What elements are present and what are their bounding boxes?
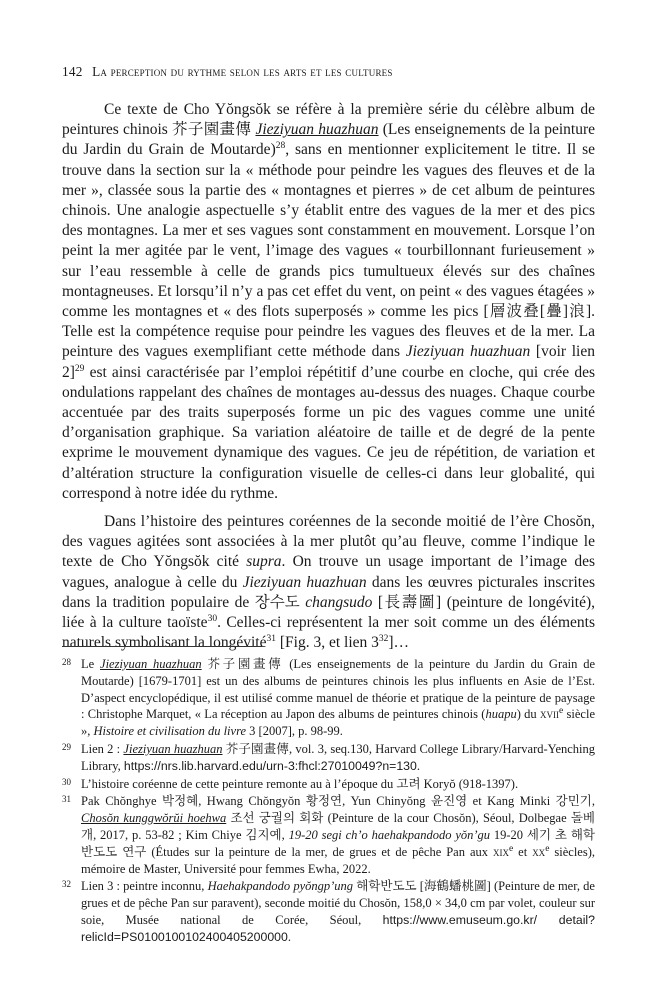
p2-supra: supra xyxy=(246,553,282,571)
footnote-number: 29 xyxy=(62,741,71,752)
fn31-century-20-sup: e xyxy=(545,843,550,854)
footnotes xyxy=(62,656,595,947)
fn31-text-a: Pak Chŏnghye 박정혜, Hwang Chŏngyŏn 황정연, Yun Chinyŏng 윤진영 et Kang Minki 강민기, xyxy=(81,794,595,809)
fn31-text-k: siècles), mémoire de Master, Université pour femmes Ewha, 2022. xyxy=(81,844,595,876)
p2-text-5: dans les œuvres picturales inscrites dans la tradition populaire de 장수도 xyxy=(62,573,595,611)
fn28-text-h: siècle », xyxy=(81,707,595,739)
fn28-journal: Histoire et civilisation du livre xyxy=(93,724,247,739)
paragraph-1 xyxy=(62,100,595,504)
p1-text-4: , sans en mentionner explicitement le titre. Il se trouve dans la section sur la « méthode pour peindre les vagues des fleuves et de la mer », classée sous la partie des « montagnes et pierres » de cet album de peintures chinois. Une analogie aspectuelle s’y établit entre des vagues de la mer et des pics des montagnes. La mer et ses vagues sont constamment en mouvement. Lorsque l’on peint la mer agitée par le vent, l’image des vagues « tourbillonnant furieusement » sur l’eau ressemble à celle de grands pics tumultueux élevés sur des chaînes montagneuses. Et lorsqu’il n’y a pas cet effet du vent, on peint « des vagues étagées » comme les montagnes et « des flots superposés » comme les pics [層波叠[疊]浪]. Telle est la compétence requise pour peindre les vagues des fleuves et de la mer. La peinture des vagues exemplifiant cette méthode dans xyxy=(62,141,595,361)
fn31-title: Chosŏn kunggwŏrŭi hoehwa xyxy=(81,811,227,826)
footnote-number: 30 xyxy=(62,776,71,787)
fn32-link[interactable]: https://www.emuseum.go.kr/ detail?relicId=PS0100100102400405200000 xyxy=(81,912,596,944)
p2-title-jieziyuan: Jieziyuan huazhuan xyxy=(242,573,367,591)
footnote-ref-32[interactable]: 32 xyxy=(378,634,389,645)
running-title: La perception du rythme selon les arts et les cultures xyxy=(92,64,393,79)
main-text xyxy=(62,100,595,653)
fn31-thesis-title: 19-20 segi ch’o haehakpandodo yŏn’gu xyxy=(288,827,491,842)
fn29-title: Jieziyuan huazhuan xyxy=(123,741,223,756)
fn32-title: Haehakpandodo pyŏngp’ung xyxy=(207,879,354,894)
p2-text-1: Dans l’histoire des peintures coréennes de la seconde moitié de l’ère Chosŏn, des vagues agitées sont associées à la mer plutôt qu’au fleuve, comme l’indique le texte de Cho Yŏngsŏk cité xyxy=(62,513,595,571)
footnote-29 xyxy=(62,741,595,775)
p1-text-6: [voir lien 2] xyxy=(62,343,595,381)
p1-title-jieziyuan: Jieziyuan huazhuan xyxy=(255,121,379,139)
fn31-text-c: 조선 궁궐의 회화 (Peinture de la cour Chosŏn), Séoul, Dolbegae 돌베개, 2017, p. 53-82 ; Kim Chiye 김지예, xyxy=(81,811,596,842)
fn29-text-c: 芥子園畫傳, vol. 3, seq.130, Harvard College Library/Harvard-Yenching Library, xyxy=(81,741,596,773)
footnote-28 xyxy=(62,656,595,740)
p1-text-1: Ce texte de Cho Yŏngsŏk se réfère à la première série du célèbre album de peintures chinois 芥子園畫傳 xyxy=(62,101,595,139)
fn32-text-a: Lien 3 : peintre inconnu, xyxy=(81,879,208,894)
fn28-century-sup: e xyxy=(559,706,564,717)
fn28-century: xvii xyxy=(540,707,559,722)
footnote-number: 31 xyxy=(62,794,71,805)
fn28-text-j: 3 [2007], p. 98-99. xyxy=(246,724,343,739)
fn31-text-h: et xyxy=(513,844,533,859)
running-header xyxy=(62,64,602,80)
fn28-title: Jieziyuan huazhuan xyxy=(100,657,202,671)
p1-text-3: (Les enseignements de la peinture du Jardin du Grain de Moutarde) xyxy=(62,121,595,159)
fn29-text-a: Lien 2 : xyxy=(81,741,124,756)
fn29-link[interactable]: https://nrs.lib.harvard.edu/urn-3:fhcl:27010049?n=130 xyxy=(123,758,417,773)
fn31-century-19-sup: e xyxy=(508,843,514,854)
fn31-century-19: xix xyxy=(492,844,509,859)
fn31-text-e: 19-20 세기 초 해학반도도 연구 (Études sur la peinture de la mer, de grues et de pêche Pan aux xyxy=(81,827,595,859)
fn28-text-c: 芥子園畫傳 (Les enseignements de la peinture du Jardin du Grain de Moutarde) [1679-1701] est un des albums de peintures chinois les plus influents en Asie de l’Est. D’aspect encyclopédique, il est utilisé comme manuel de théorie et pratique de la peinture de paysage : Christophe Marquet, « La réception au Japon des albums de peintures chinois ( xyxy=(81,657,595,722)
footnote-30 xyxy=(62,776,595,793)
footnote-ref-29[interactable]: 29 xyxy=(74,363,85,374)
fn32-text-d: . xyxy=(287,929,291,944)
page-number: 142 xyxy=(62,64,83,79)
fn29-text-d: . xyxy=(416,758,420,773)
footnote-number: 32 xyxy=(62,879,71,890)
fn28-huapu: huapu xyxy=(485,707,517,722)
fn32-text-c: 해학반도도 [海鶴蟠桃圖] (Peinture de mer, de grues et de pêche Pan sur paravent), seconde moitié du Chosŏn, 158,0 × 34,0 cm par volet, couleur sur soie, Musée national de Corée, Séoul, xyxy=(81,879,595,927)
footnote-ref-30[interactable]: 30 xyxy=(207,613,218,624)
p2-text-10: ]… xyxy=(388,634,410,652)
p2-text-3: . On trouve un usage important de l’image des vagues, analogue à celle du xyxy=(62,553,595,591)
p2-text-9: [Fig. 3, et lien 3 xyxy=(275,634,379,652)
fn28-text-e: ) du xyxy=(516,707,540,722)
fn28-text-a: Le xyxy=(81,657,101,671)
footnote-ref-31[interactable]: 31 xyxy=(266,634,276,645)
p1-text-7: est ainsi caractérisée par l’emploi répétitif d’une courbe en cloche, qui crée des ondulations rappelant des chaînes de montages au-dessus des nuages. Chaque courbe accentuée par des traits superposés forme un pic des vagues comme une unité d’organisation graphique. Sa variation aléatoire de taille et de degré de la pente exprime le mouvement dynamique des vagues. Ce jeu de répétition, de variation et d’altération structure la configuration visuelle de celles-ci dans leur globalité, qui correspond à notre idée du rythme. xyxy=(62,363,595,502)
p2-text-8: . Celles-ci représentent la mer soit comme un des éléments naturels symbolisant la longévité xyxy=(62,614,595,652)
footnote-divider xyxy=(62,646,262,647)
paragraph-2 xyxy=(62,512,595,653)
p1-title-jieziyuan-2: Jieziyuan huazhuan xyxy=(405,343,531,361)
p2-text-7: [長壽圖] (peinture de longévité), liée à la culture taoïste xyxy=(62,593,595,632)
footnote-32 xyxy=(62,878,595,945)
footnote-31 xyxy=(62,793,595,877)
footnote-ref-28[interactable]: 28 xyxy=(275,141,286,152)
p2-changsudo: changsudo xyxy=(305,593,373,611)
fn31-century-20: xx xyxy=(532,844,546,859)
fn30-text: L’histoire coréenne de cette peinture remonte au à l’époque du 고려 Koryŏ (918-1397). xyxy=(81,776,519,791)
footnote-number: 28 xyxy=(62,657,71,667)
